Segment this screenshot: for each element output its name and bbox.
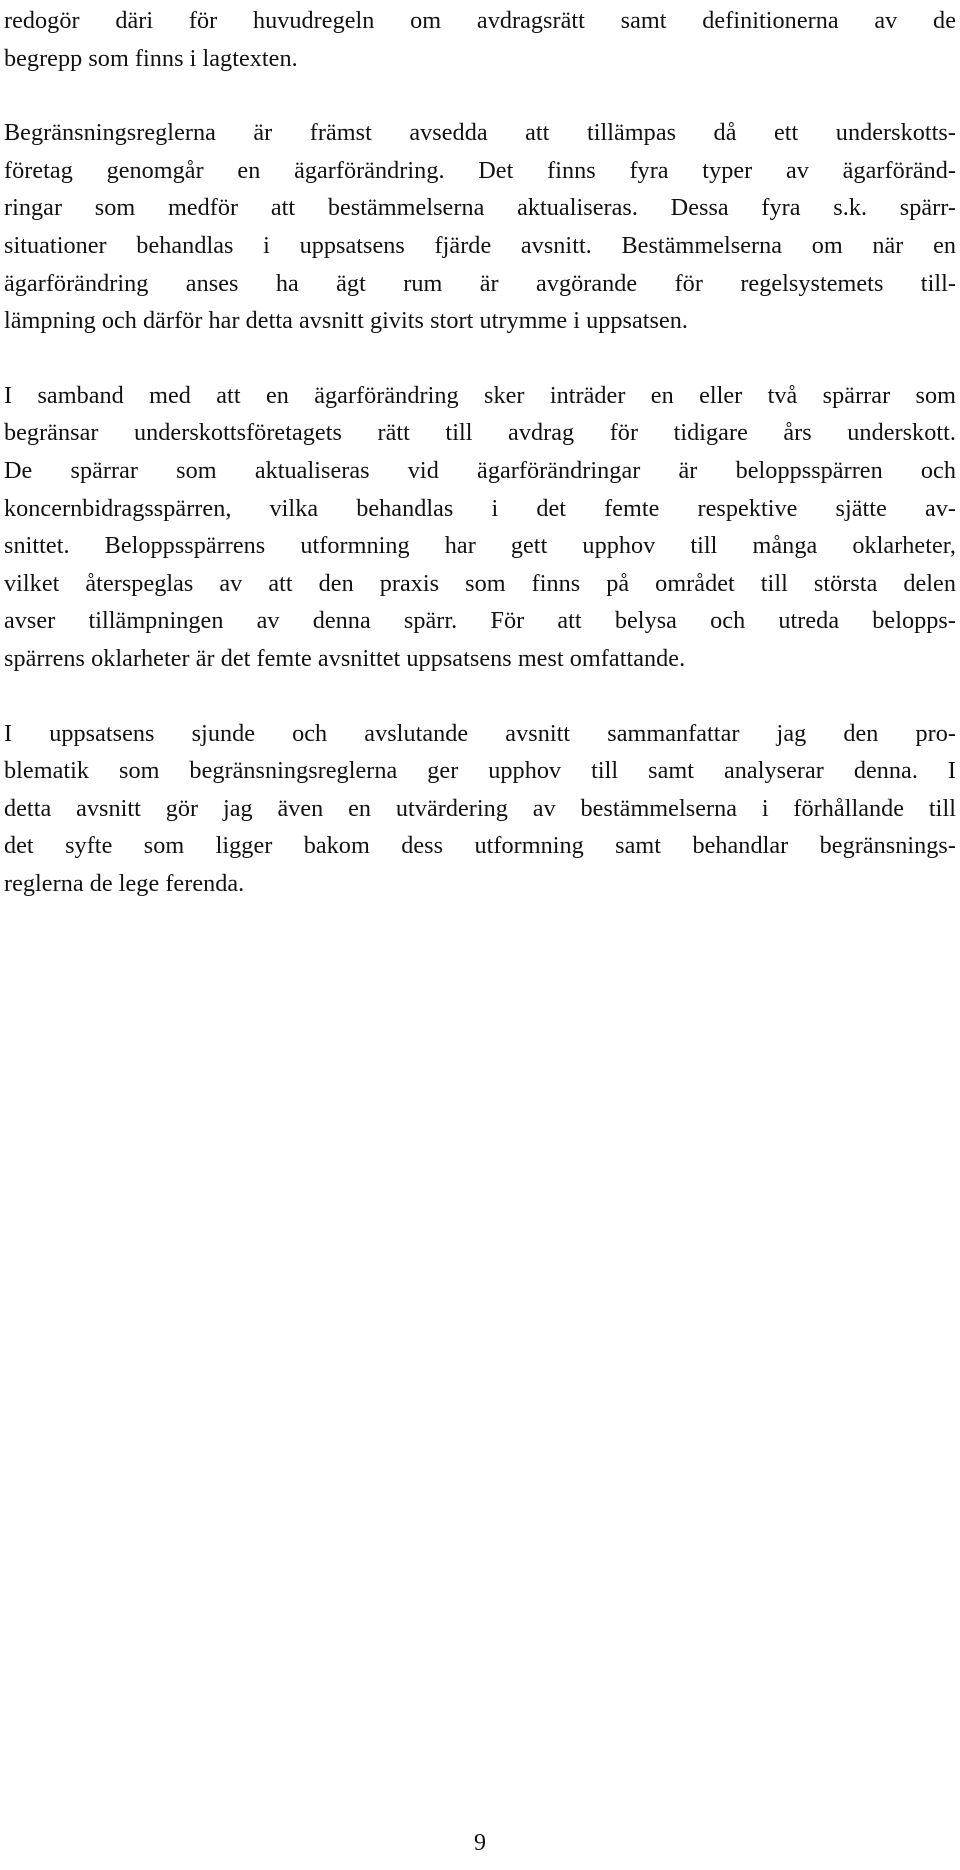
text-line: blematik som begränsningsreglerna ger upphov till samt analyserar denna. I — [4, 757, 956, 785]
text-line: I uppsatsens sjunde och avslutande avsnitt sammanfattar jag den pro- — [4, 719, 956, 747]
text-line: detta avsnitt gör jag även en utvärdering av bestämmelserna i förhållande till — [4, 794, 956, 822]
paragraph-2 — [4, 114, 956, 340]
text-line: begrepp som finns i lagtexten. — [4, 44, 298, 72]
text-line: situationer behandlas i uppsatsens fjärde avsnitt. Bestämmelserna om när en — [4, 231, 956, 259]
text-line: lämpning och därför har detta avsnitt givits stort utrymme i uppsatsen. — [4, 307, 689, 335]
text-line: spärrens oklarheter är det femte avsnittet uppsatsens mest omfattande. — [4, 644, 686, 672]
paragraph-4 — [4, 715, 956, 903]
text-line: företag genomgår en ägarförändring. Det finns fyra typer av ägarföränd- — [4, 156, 956, 184]
page-number: 9 — [474, 1830, 486, 1856]
text-line: ägarförändring anses ha ägt rum är avgörande för regelsystemets till- — [4, 269, 956, 297]
body-text — [4, 2, 956, 939]
text-line: I samband med att en ägarförändring sker inträder en eller två spärrar som — [4, 381, 956, 409]
paragraph-3 — [4, 377, 956, 678]
paragraph-1 — [4, 2, 956, 77]
text-line: ringar som medför att bestämmelserna aktualiseras. Dessa fyra s.k. spärr- — [4, 194, 956, 222]
text-line: redogör däri för huvudregeln om avdragsrätt samt definitionerna av de — [4, 7, 956, 34]
text-line: koncernbidragsspärren, vilka behandlas i det femte respektive sjätte av- — [4, 494, 956, 522]
text-line: snittet. Beloppsspärrens utformning har gett upphov till många oklarheter, — [4, 532, 956, 560]
text-line: begränsar underskottsföretagets rätt till avdrag för tidigare års underskott. — [4, 419, 956, 447]
text-line: reglerna de lege ferenda. — [4, 869, 245, 897]
text-line: avser tillämpningen av denna spärr. För att belysa och utreda belopps- — [4, 607, 956, 635]
text-line: Begränsningsreglerna är främst avsedda att tillämpas då ett underskotts- — [4, 119, 956, 147]
text-line: det syfte som ligger bakom dess utformning samt behandlar begränsnings- — [4, 832, 956, 860]
text-line: De spärrar som aktualiseras vid ägarförändringar är beloppsspärren och — [4, 456, 956, 484]
text-line: vilket återspeglas av att den praxis som finns på området till största delen — [4, 569, 956, 597]
